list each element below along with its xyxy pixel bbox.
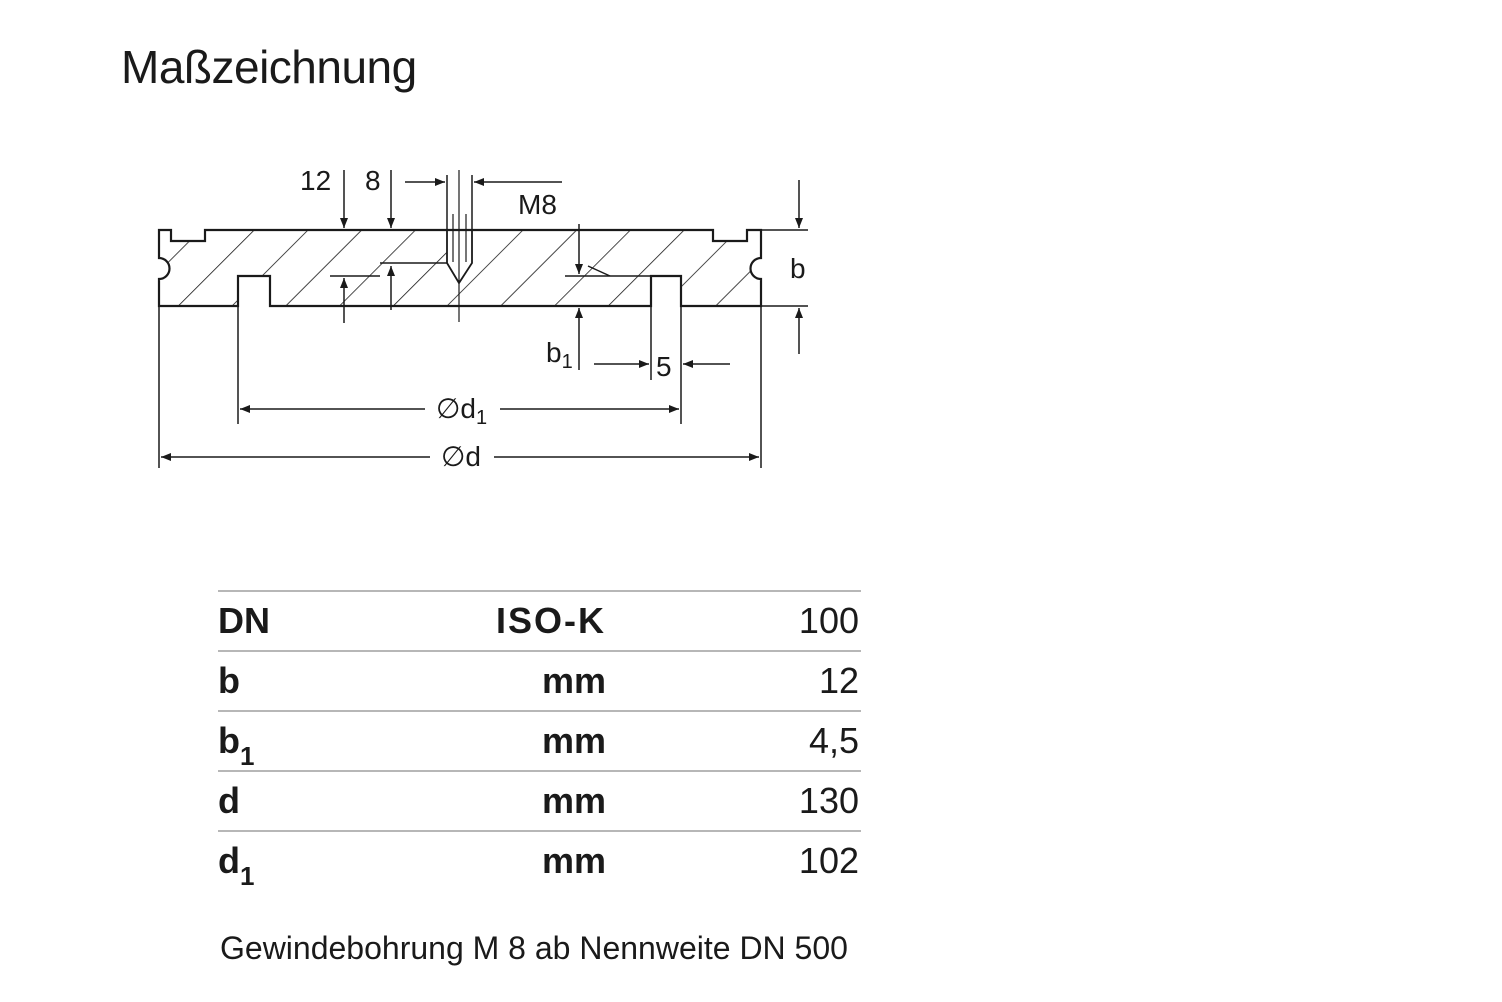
dim-label-5: 5 xyxy=(656,351,672,382)
row-param-main: b xyxy=(218,660,240,701)
table-header-row xyxy=(218,591,861,651)
header-unit: ISO-K xyxy=(448,591,606,651)
table-row xyxy=(218,771,861,831)
row-unit: mm xyxy=(448,651,606,711)
dim-label-d1-sub: 1 xyxy=(475,407,488,429)
table-row xyxy=(218,831,861,890)
row-unit: mm xyxy=(448,831,606,890)
dim-label-b1-sub: 1 xyxy=(561,351,573,373)
row-param-main: b xyxy=(218,720,240,761)
row-value: 4,5 xyxy=(606,711,861,771)
row-param xyxy=(218,651,448,711)
page-title: Maßzeichnung xyxy=(121,41,417,93)
row-param-main: d xyxy=(218,780,240,821)
dim-label-b1 xyxy=(546,337,573,373)
table-row xyxy=(218,711,861,771)
table-row xyxy=(218,651,861,711)
row-value: 130 xyxy=(606,771,861,831)
dim-label-m8: M8 xyxy=(518,189,557,220)
dim-label-d1 xyxy=(436,393,487,429)
flange-section xyxy=(150,170,770,322)
row-value: 12 xyxy=(606,651,861,711)
footnote: Gewindebohrung M 8 ab Nennweite DN 500 xyxy=(220,930,848,966)
row-unit: mm xyxy=(448,771,606,831)
row-param-sub: 1 xyxy=(240,861,255,891)
row-param xyxy=(218,771,448,831)
dim-label-d: ∅d xyxy=(441,441,481,472)
header-param: DN xyxy=(218,591,448,651)
row-param xyxy=(218,711,448,771)
dim-label-b1-main: b xyxy=(546,337,562,368)
dim-label-8: 8 xyxy=(365,165,381,196)
spec-table xyxy=(218,590,861,890)
header-value: 100 xyxy=(606,591,861,651)
dim-label-12: 12 xyxy=(300,165,332,196)
dim-label-b: b xyxy=(790,253,806,284)
dim-label-d1-main: ∅d xyxy=(436,393,476,424)
row-param xyxy=(218,831,448,890)
row-param-main: d xyxy=(218,840,240,881)
row-unit: mm xyxy=(448,711,606,771)
row-param-sub: 1 xyxy=(240,741,255,771)
row-value: 102 xyxy=(606,831,861,890)
